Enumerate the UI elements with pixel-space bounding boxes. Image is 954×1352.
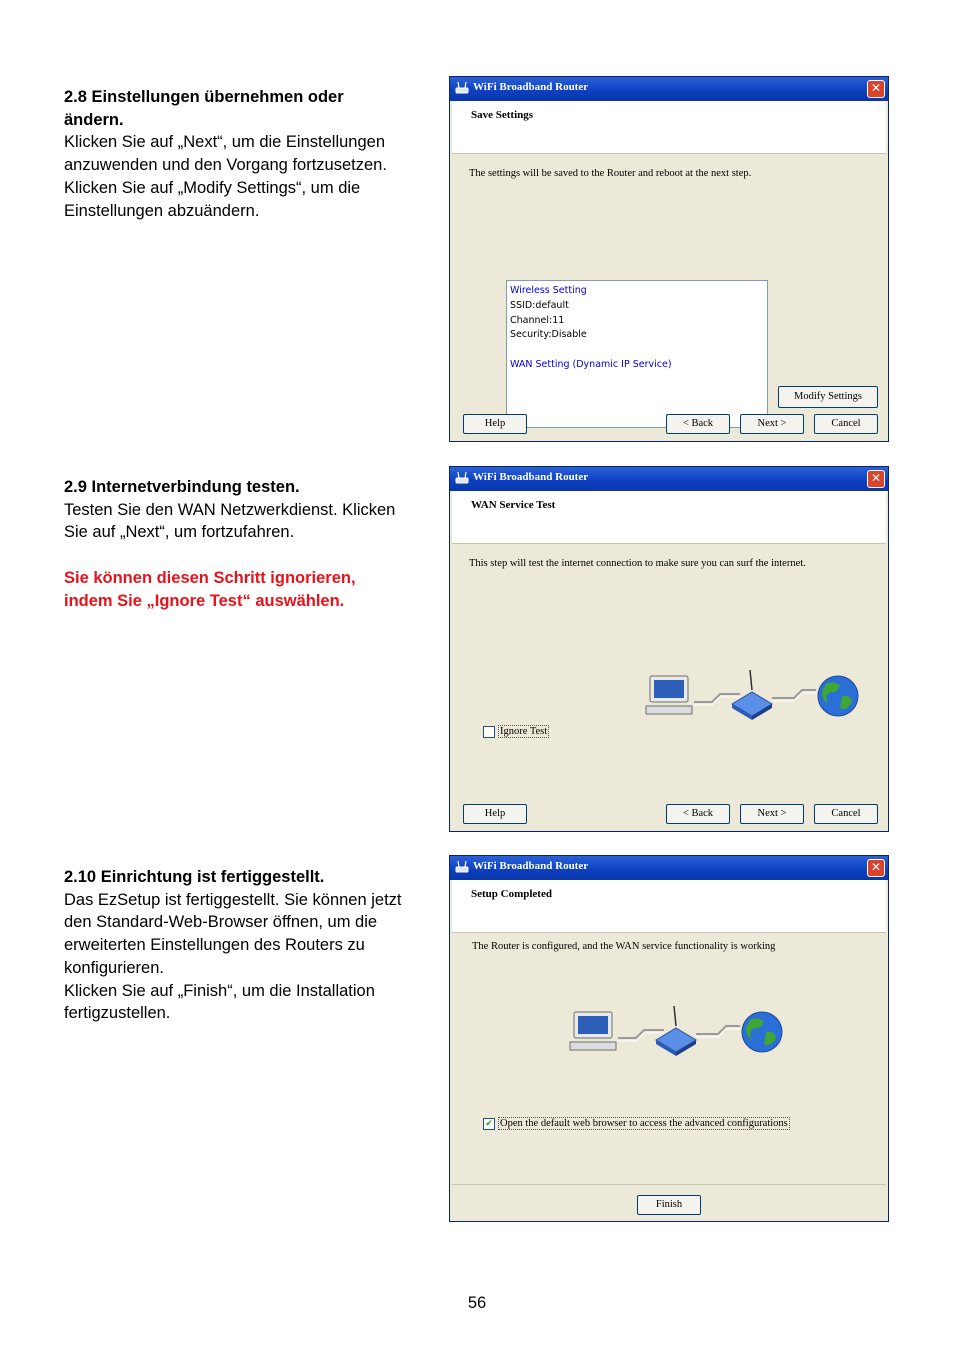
help-button[interactable]: Help <box>463 414 527 434</box>
section-2-9 <box>64 476 444 612</box>
cancel-button[interactable]: Cancel <box>814 804 878 824</box>
step-description: The Router is configured, and the WAN service functionality is working <box>472 941 776 952</box>
body-line: anzuwenden und den Vorgang fortzusetzen. <box>64 156 387 175</box>
back-button[interactable]: < Back <box>666 414 730 434</box>
list-item: WAN Setting (Dynamic IP Service) <box>510 358 672 370</box>
page-number: 56 <box>467 1294 487 1312</box>
window-title: WiFi Broadband Router <box>473 860 589 872</box>
body-line: Das EzSetup ist fertiggestellt. Sie können jetzt <box>64 890 402 909</box>
step-title: Setup Completed <box>471 888 552 900</box>
section-2-10 <box>64 866 444 1025</box>
section-heading: 2.10 Einrichtung ist fertiggestellt. <box>64 868 325 886</box>
wizard-header <box>452 880 886 933</box>
computer-icon <box>646 676 692 714</box>
next-button[interactable]: Next > <box>740 414 804 434</box>
body-line: fertigzustellen. <box>64 1004 171 1023</box>
close-icon[interactable]: ✕ <box>867 80 885 98</box>
computer-icon <box>570 1012 616 1050</box>
checkbox-box[interactable]: ✔ <box>483 1118 495 1130</box>
title-bar[interactable] <box>450 467 888 491</box>
settings-summary-list[interactable] <box>506 280 768 428</box>
wan-service-test-window <box>449 466 889 832</box>
body-line: Klicken Sie auf „Next“, um die Einstellungen <box>64 133 385 152</box>
help-button[interactable]: Help <box>463 804 527 824</box>
network-diagram <box>644 670 864 722</box>
list-item: Security:Disable <box>510 329 587 341</box>
checkbox-label[interactable]: Open the default web browser to access the advanced configurations <box>500 1118 788 1130</box>
title-bar[interactable] <box>450 77 888 101</box>
body-line: den Standard-Web-Browser öffnen, um die <box>64 913 378 932</box>
window-title: WiFi Broadband Router <box>473 81 589 93</box>
list-item: Channel:11 <box>510 314 565 326</box>
window-title: WiFi Broadband Router <box>473 471 589 483</box>
close-icon[interactable]: ✕ <box>867 470 885 488</box>
warning-line: Sie können diesen Schritt ignorieren, <box>64 568 356 587</box>
section-heading: 2.8 Einstellungen übernehmen oder ändern. <box>64 88 344 129</box>
checkbox-box[interactable] <box>483 726 495 738</box>
back-button[interactable]: < Back <box>666 804 730 824</box>
globe-icon <box>818 676 858 716</box>
step-title: Save Settings <box>471 109 534 121</box>
section-heading: 2.9 Internetverbindung testen. <box>64 478 300 496</box>
step-title: WAN Service Test <box>471 499 556 511</box>
body-line: Testen Sie den WAN Netzwerkdienst. Klicken <box>64 500 396 519</box>
network-diagram <box>568 1006 788 1058</box>
cancel-button[interactable]: Cancel <box>814 414 878 434</box>
list-item: SSID:default <box>510 299 569 311</box>
ignore-test-checkbox[interactable] <box>483 726 549 738</box>
section-2-8 <box>64 86 444 222</box>
router-app-icon <box>455 860 469 874</box>
step-description: This step will test the internet connection to make sure you can surf the internet. <box>469 558 806 569</box>
body-line: Einstellungen abzuändern. <box>64 201 260 220</box>
body-line: Klicken Sie auf „Modify Settings“, um die <box>64 178 361 197</box>
step-description: The settings will be saved to the Router and reboot at the next step. <box>469 168 752 179</box>
title-bar[interactable] <box>450 856 888 880</box>
router-app-icon <box>455 81 469 95</box>
body-line: Klicken Sie auf „Finish“, um die Installation <box>64 981 375 1000</box>
open-browser-checkbox[interactable] <box>483 1118 790 1130</box>
list-item: Wireless Setting <box>510 285 587 296</box>
setup-completed-window <box>449 855 889 1222</box>
globe-icon <box>742 1012 782 1052</box>
router-app-icon <box>455 471 469 485</box>
wizard-header <box>452 491 886 544</box>
body-line: Sie auf „Next“, um fortzufahren. <box>64 523 295 542</box>
finish-button[interactable]: Finish <box>637 1195 701 1215</box>
wizard-header <box>452 101 886 154</box>
body-line: erweiterten Einstellungen des Routers zu <box>64 936 365 955</box>
next-button[interactable]: Next > <box>740 804 804 824</box>
save-settings-window <box>449 76 889 442</box>
modify-settings-button[interactable]: Modify Settings <box>778 386 878 408</box>
checkbox-label[interactable]: Ignore Test <box>500 726 548 738</box>
close-icon[interactable]: ✕ <box>867 859 885 877</box>
body-line: konfigurieren. <box>64 958 164 977</box>
warning-line: indem Sie „Ignore Test“ auswählen. <box>64 591 345 610</box>
